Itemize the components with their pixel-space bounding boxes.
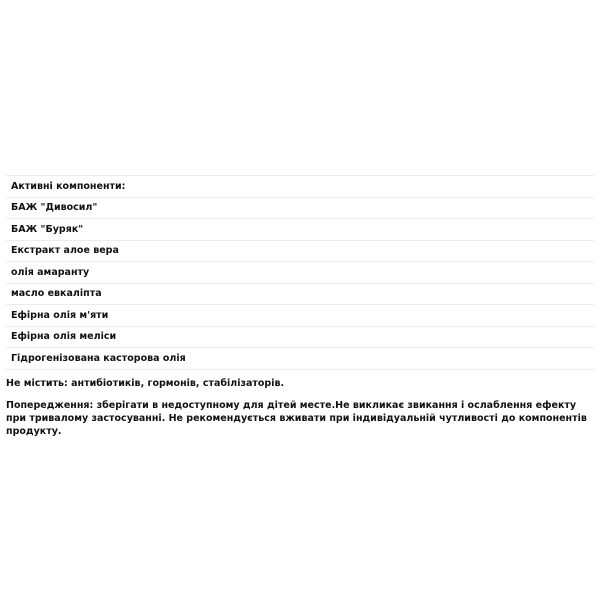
- components-table: [6, 175, 594, 370]
- table-row: [6, 197, 594, 219]
- component-item: Гідрогенізована касторова олія: [6, 348, 594, 370]
- table-header-row: [6, 176, 594, 198]
- component-item: БАЖ "Буряк": [6, 219, 594, 241]
- component-item: Екстракт алое вера: [6, 240, 594, 262]
- table-row: [6, 283, 594, 305]
- table-row: [6, 326, 594, 348]
- does-not-contain-note: Не містить: антибіотиків, гормонів, стабілізаторів.: [6, 378, 285, 389]
- table-row: [6, 348, 594, 370]
- table-row: [6, 262, 594, 284]
- table-row: [6, 219, 594, 241]
- component-item: Ефірна олія меліси: [6, 326, 594, 348]
- table-row: [6, 240, 594, 262]
- table-row: [6, 305, 594, 327]
- component-item: масло евкаліпта: [6, 283, 594, 305]
- component-item: БАЖ "Дивосил": [6, 197, 594, 219]
- warning-note: Попередження: зберігати в недоступному для дітей месте.Не викликає звикання і ослаблення ефекту при тривалому застосуванні. Не рекомендується вживати при індивідуальній чутливості до компонентів продукту.: [6, 400, 587, 437]
- components-header: Активні компоненти:: [6, 176, 594, 198]
- component-item: Ефірна олія м'яти: [6, 305, 594, 327]
- component-item: олія амаранту: [6, 262, 594, 284]
